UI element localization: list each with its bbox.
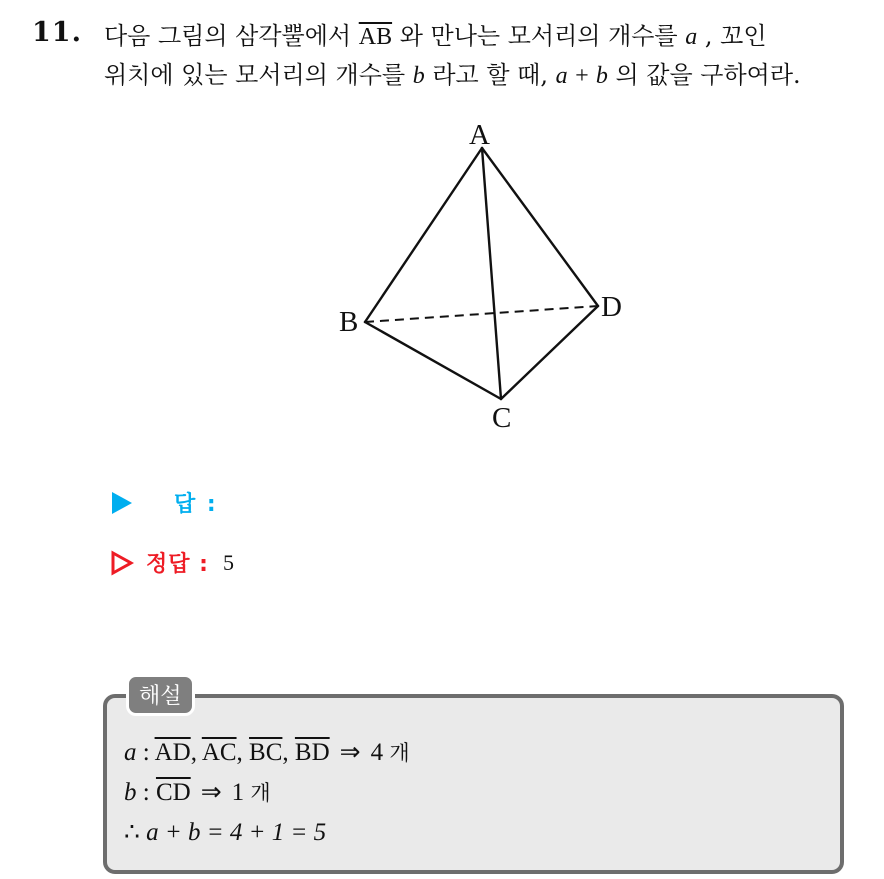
- explanation-tab: 해설: [126, 674, 195, 716]
- vertex-label-c: C: [492, 402, 512, 434]
- explanation-line-a: a : $\overline{AD}$, $\overline{AC}$, $\overline{BC}$, $\overline{BD}$ ⇒ 4 개: [124, 739, 410, 766]
- separator: :: [136, 739, 155, 766]
- vertex-label-a: A: [469, 119, 490, 151]
- explanation-content: [124, 733, 410, 853]
- vertex-label-d: D: [601, 291, 622, 323]
- segment-bd: $\overline{BD}$: [294, 739, 330, 766]
- edge-bc: [365, 322, 501, 399]
- separator: :: [136, 779, 156, 806]
- problem-text-part: 라고 할 때,: [424, 61, 556, 89]
- segment-ab: $\overline{AB}$: [358, 24, 393, 50]
- variable-b: b: [412, 63, 425, 89]
- variable-a: a: [124, 739, 137, 766]
- tetrahedron-figure: [320, 115, 640, 440]
- variable-b: b: [124, 779, 137, 806]
- edge-bd-hidden: [365, 306, 598, 322]
- problem-text-part: 위치에 있는 모서리의 개수를: [104, 61, 413, 89]
- correct-answer-label: 정답 :: [146, 552, 209, 577]
- implies-arrow: ⇒: [200, 779, 222, 806]
- segment-cd: $\overline{CD}$: [155, 779, 191, 806]
- explanation-line-b: [124, 773, 410, 813]
- implies-arrow: ⇒: [339, 739, 361, 766]
- explanation-line-result: [124, 813, 410, 853]
- outline-triangle-icon: [110, 550, 134, 576]
- problem-text-part: 다음 그림의 삼각뿔에서: [104, 22, 359, 50]
- correct-answer-row: [110, 547, 234, 578]
- problem-line-1: [104, 17, 874, 56]
- segment-ad: $\overline{AD}$: [154, 739, 191, 766]
- answer-label: 답 :: [174, 492, 218, 517]
- segment-ac: $\overline{AC}$: [201, 739, 237, 766]
- problem-text-part: , 꼬인: [697, 22, 767, 50]
- vertex-label-b: B: [339, 306, 359, 338]
- edge-ab: [365, 148, 482, 322]
- segment-bc: $\overline{BC}$: [249, 739, 283, 766]
- expression-a-plus-b: a + b: [555, 63, 608, 89]
- edge-ad: [482, 148, 598, 306]
- edge-ac: [482, 148, 501, 399]
- variable-a: a: [685, 24, 698, 50]
- count-value: 4: [370, 739, 384, 766]
- answer-row: [110, 487, 232, 518]
- edge-cd: [501, 306, 598, 399]
- problem-text-part: 와 만나는 모서리의 개수를: [392, 22, 686, 50]
- count-unit: 개: [389, 741, 410, 765]
- count-value: 1: [231, 779, 245, 806]
- play-triangle-icon: [110, 490, 134, 516]
- problem-text-part: 의 값을 구하여라.: [607, 61, 801, 89]
- correct-answer-value: 5: [222, 549, 234, 575]
- result-equation: a + b = 4 + 1 = 5: [146, 819, 327, 846]
- problem-text: [104, 17, 874, 95]
- problem-line-2: [104, 56, 874, 95]
- count-unit: 개: [250, 781, 271, 805]
- therefore-symbol: ∴: [124, 819, 140, 846]
- problem-number: 11.: [32, 17, 82, 48]
